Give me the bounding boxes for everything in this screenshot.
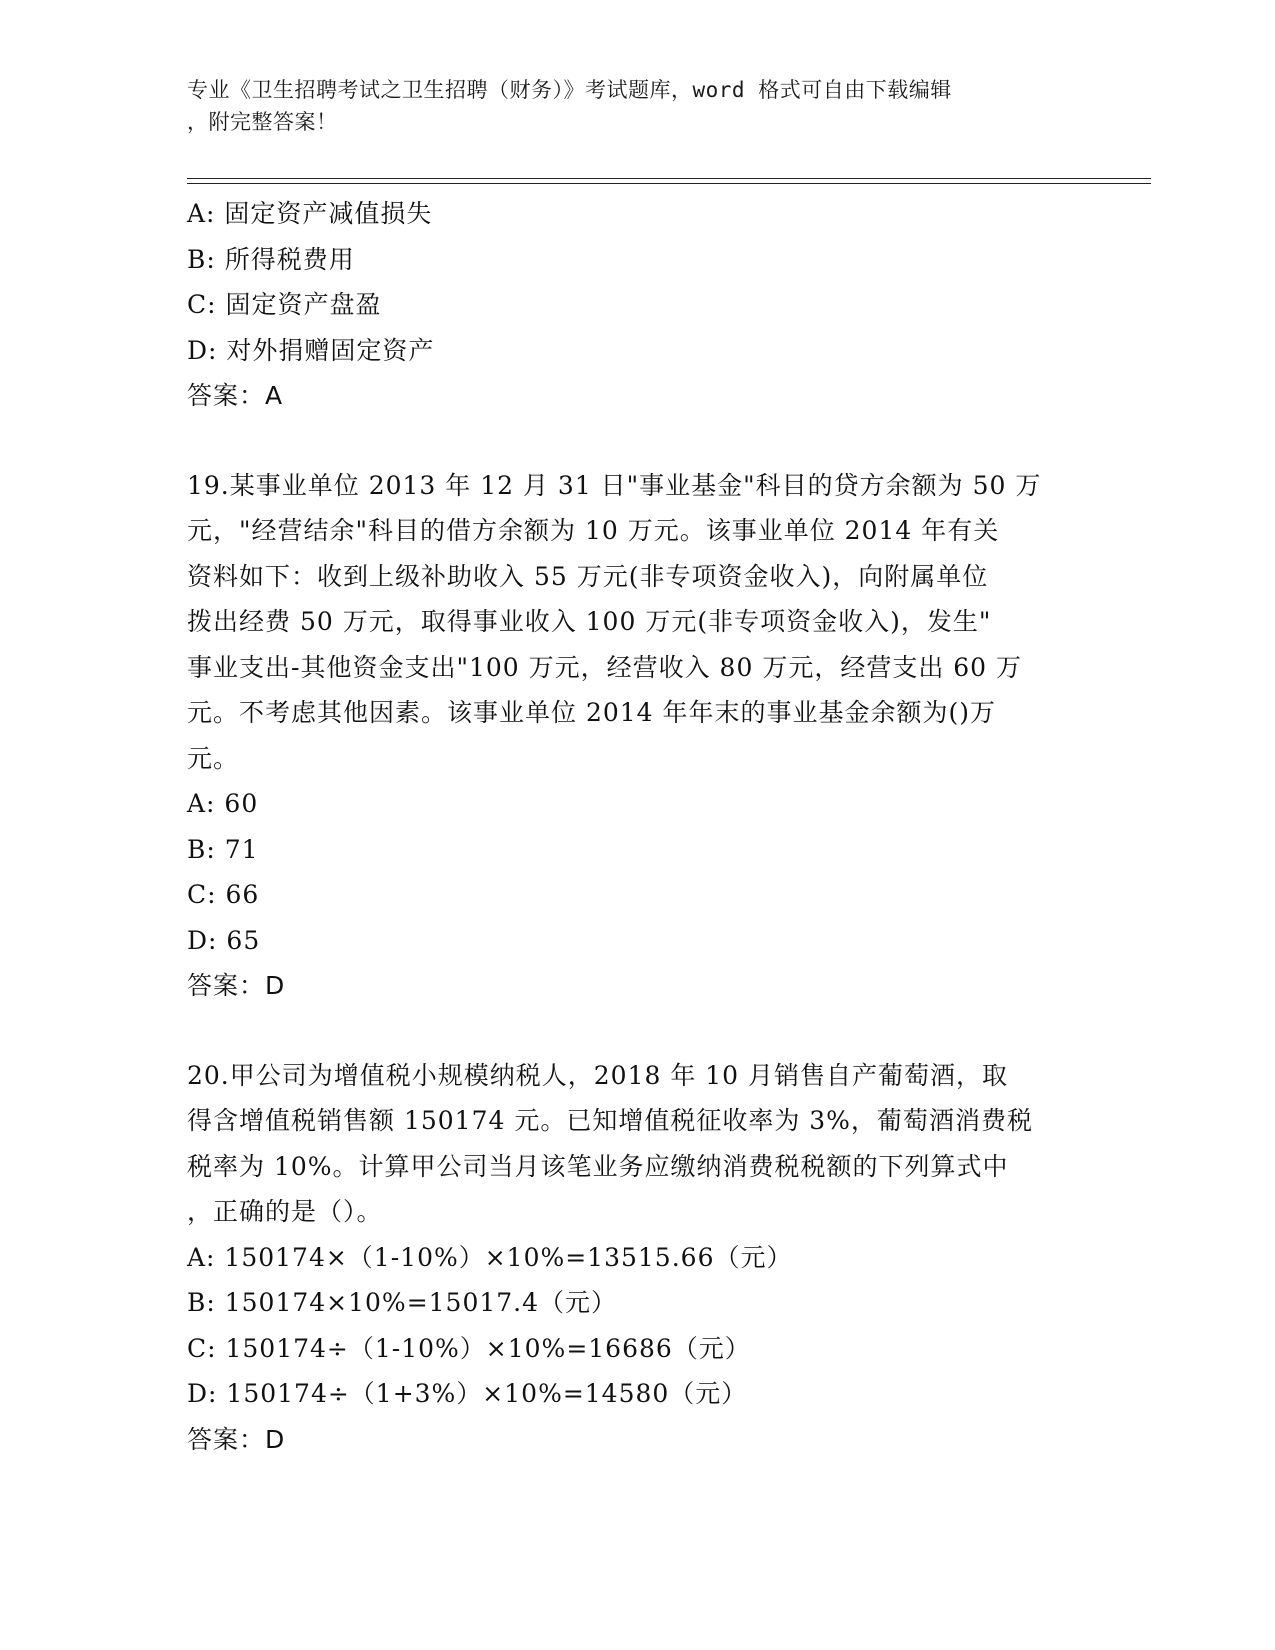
option-d: D: 150174÷（1+3%）×10%=14580（元）: [187, 1379, 748, 1408]
option-b: B: 所得税费用: [187, 244, 355, 274]
question-stem-line: 税率为 10%。计算甲公司当月该笔业务应缴纳消费税税额的下列算式中: [187, 1151, 1009, 1181]
header-rule-top: [187, 178, 1151, 179]
answer-line: 答案：A: [187, 381, 284, 410]
question-stem-line: 元，"经营结余"科目的借方余额为 10 万元。该事业单位 2014 年有关: [187, 516, 1000, 545]
option-d: D: 对外捐赠固定资产: [187, 335, 435, 365]
header-line-2: ，附完整答案！: [187, 110, 338, 134]
question-19: [187, 463, 1087, 1009]
question-stem-line: 元。: [187, 743, 240, 773]
question-stem-line: 拨出经费 50 万元，取得事业收入 100 万元(非专项资金收入)，发生": [187, 607, 992, 636]
answer-line: 答案：D: [187, 971, 286, 1000]
question-stem-line: 得含增值税销售额 150174 元。已知增值税征收率为 3%，葡萄酒消费税: [187, 1106, 1033, 1135]
question-stem-line: 元。不考虑其他因素。该事业单位 2014 年年末的事业基金余额为()万: [187, 698, 997, 727]
question-20: [187, 1053, 1087, 1463]
option-a: A: 固定资产减值损失: [187, 199, 433, 228]
spacer: [187, 1009, 1087, 1053]
header-line-1: 专业《卫生招聘考试之卫生招聘（财务）》考试题库，word 格式可自由下载编辑: [187, 78, 952, 102]
question-stem-line: 19.某事业单位 2013 年 12 月 31 日"事业基金"科目的贷方余额为 50 万: [187, 470, 1042, 500]
question-stem-line: ，正确的是（）。: [187, 1197, 383, 1226]
option-a: A: 60: [187, 789, 259, 818]
option-c: C: 150174÷（1-10%）×10%=16686（元）: [187, 1333, 751, 1363]
option-b: B: 150174×10%=15017.4（元）: [187, 1288, 618, 1317]
option-a: A: 150174×（1-10%）×10%=13515.66（元）: [187, 1242, 793, 1272]
header-rule-bottom: [187, 183, 1151, 184]
option-b: B: 71: [187, 834, 259, 864]
question-stem-line: 20.甲公司为增值税小规模纳税人，2018 年 10 月销售自产葡萄酒，取: [187, 1060, 1009, 1090]
question-stem-line: 资料如下：收到上级补助收入 55 万元(非专项资金收入)，向附属单位: [187, 561, 989, 591]
option-c: C: 固定资产盘盈: [187, 290, 382, 319]
option-c: C: 66: [187, 880, 260, 909]
spacer: [187, 419, 1087, 463]
option-d: D: 65: [187, 925, 261, 955]
document-body: [187, 191, 1087, 1462]
question-18-tail: [187, 191, 1087, 419]
document-header: [187, 74, 1067, 138]
question-stem-line: 事业支出-其他资金支出"100 万元，经营收入 80 万元，经营支出 60 万: [187, 652, 1023, 682]
answer-line: 答案：D: [187, 1424, 286, 1454]
